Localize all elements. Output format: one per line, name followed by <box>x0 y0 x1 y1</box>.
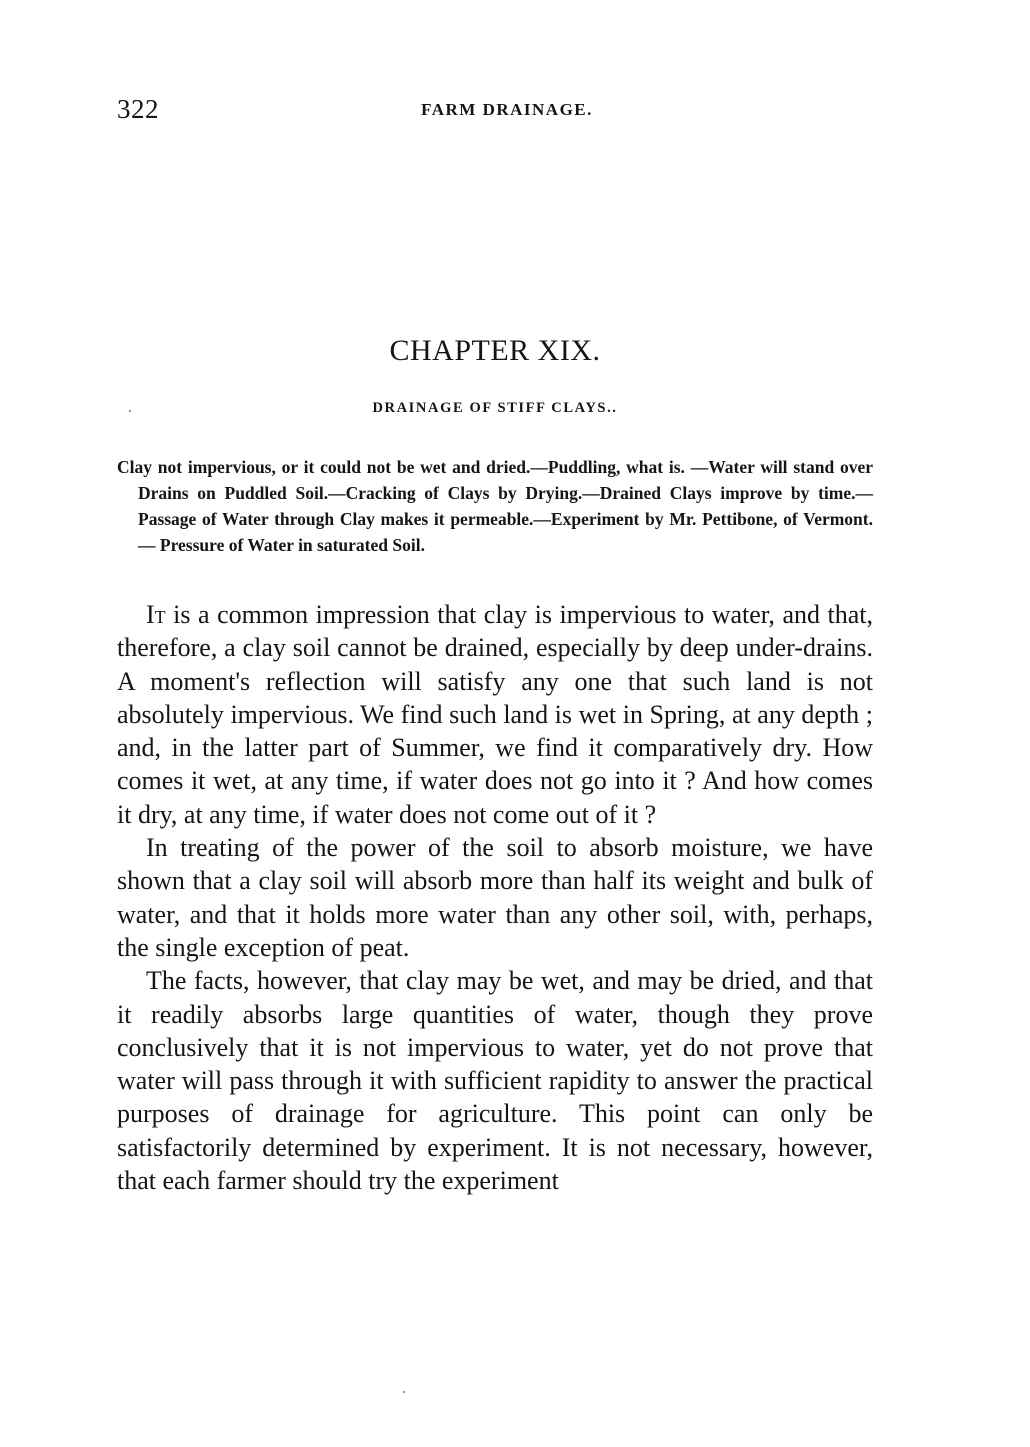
paragraph-text: The facts, however, that clay may be wet, and may be dried, and that it readily absorbs large quantities of water, though they prove conclusively that it is not impervious to water, yet do not prove that water will pass through it with sufficient rapidity to answer the practical purposes of drainage for agriculture. This point can only be satisfactorily determined by experiment. It is not necessary, however, that each farmer should try the experiment <box>117 966 873 1196</box>
chapter-subtitle: DRAINAGE OF STIFF CLAYS.. <box>372 400 618 416</box>
page-number: 322 <box>117 94 159 124</box>
paragraph <box>117 964 873 1197</box>
paragraph-text: is a common impression that clay is impervious to water, and that, therefore, a clay soil cannot be drained, especially by deep under-drains. A moment's reflection will satisfy any one that such land is not absolutely impervious. We find such land is wet in Spring, at any depth ; and, in the latter part of Summer, we find it comparatively dry. How comes it wet, at any time, if water does not go into it ? And how comes it dry, at any time, if water does not come out of it ? <box>117 600 873 829</box>
body-text <box>117 598 873 1197</box>
paragraph <box>117 598 873 831</box>
chapter-title: CHAPTER XIX. <box>389 334 601 367</box>
chapter-synopsis: Clay not impervious, or it could not be wet and dried.—Puddling, what is. —Water will stand over Drains on Puddled Soil.—Cracking of Clays by Drying.—Drained Clays improve by time.—Passage of Water through Clay makes it permeable.—Experiment by Mr. Pettibone, of Vermont.— Pressure of Water in saturated Soil. <box>117 457 873 555</box>
scan-speck <box>129 410 131 412</box>
scan-speck <box>403 1391 405 1393</box>
paragraph-lead-word: It <box>146 600 166 629</box>
running-title: FARM DRAINAGE. <box>421 100 593 119</box>
running-header <box>117 94 873 130</box>
paragraph <box>117 831 873 964</box>
paragraph-text: In treating of the power of the soil to absorb moisture, we have shown that a clay soil will absorb more than half its weight and bulk of water, and that it holds more water than any other soil, with, perhaps, the single exception of peat. <box>117 833 873 962</box>
